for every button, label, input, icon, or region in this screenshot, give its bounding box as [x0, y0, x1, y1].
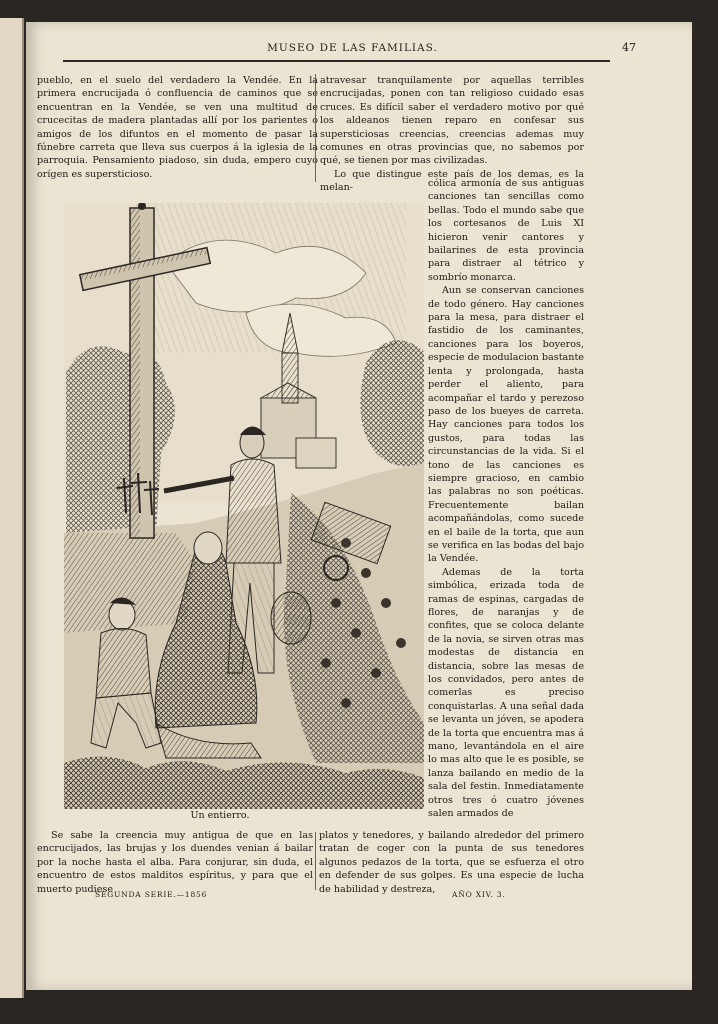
paragraph: Ademas de la torta simbólica, erizada toda de ramas de espinas, cargadas de flores, de naranjas y de confites, que se coloca delante de la novia, se sirven otras mas modestas de distancia en distancia, sobre las mesas de los convidados, pero antes de comerlas es preciso conquistarlas. A una señal dada se levanta un jóven, se apodera de la torta que encuentra mas á mano, levantándola en el aire lo mas alto que le es posible, se lanza bailando en medio de la sala del festin. Inmediatamente otros tres ó cuatro jóvenes salen armados de [428, 566, 584, 820]
left-column-bottom [37, 829, 313, 896]
middle-column-bottom [319, 829, 584, 896]
left-column-top [37, 74, 318, 181]
volume-signature: AÑO XIV. 3. [452, 890, 506, 899]
page-number: 47 [622, 41, 636, 54]
right-column [428, 177, 584, 821]
paragraph: atravesar tranquilamente por aquellas terribles encrucijadas, ponen con tan religioso cuidado esas cruces. Es difícil saber el verdadero motivo por qué los aldeanos tienen reparo en confesar sus supersticiosas creencias, creencias ademas muy comunes en otras provincias que, no sabemos por qué, se tienen por mas civilizadas. [320, 75, 584, 167]
header-rule [63, 60, 610, 62]
figure-caption: Un entierro. [190, 810, 250, 821]
facing-page-edge [0, 18, 24, 998]
journal-title: MUSEO DE LAS FAMILIAS. [267, 42, 438, 54]
series-signature: SEGUNDA SERIE.—1856 [95, 890, 208, 899]
paragraph: cólica armonía de sus antiguas canciones tan sencillas como bellas. Todo el mundo sabe que los cortesanos de Luis XI hicieron venir cantores y bailarines de esta provincia para distraer al tétrico y sombrío monarca. [428, 178, 584, 283]
column-divider [315, 74, 316, 182]
paragraph: Aun se conservan canciones de todo género. Hay canciones para la mesa, para distraer el fastidio de los caminantes, canciones para los boyeros, especie de modulacion bastante lenta y prolongada, hasta perder el aliento, para acompañar el tardo y perezoso paso de los bueyes de carreta. Hay canciones para todos los gustos, para todas las circunstancias de la vida. Si el tono de las canciones es siempre gracioso, en cambio las palabras no son poéticas. Frecuentemente bailan acompañándolas, como sucede en el baile de la torta, que aun se verifica en las bodas del bajo la Vendée. [428, 285, 584, 565]
engraving-illustration [46, 203, 424, 809]
paragraph: platos y tenedores, y bailando alrededor del primero tratan de coger con la punta de sus tenedores algunos pedazos de la torta, que se esfuerza el otro en defender de sus golpes. Es una especie de lucha de habilidad y destreza, [319, 830, 584, 895]
column-divider [315, 832, 316, 890]
paragraph: Lo que distingue este país de los demas, es la melan- [320, 168, 584, 194]
paragraph: pueblo, en el suelo del verdadero la Vendée. En la primera encrucijada ó confluencia de caminos que se encuentran en la Vendée, se ven una multitud de crucecitas de madera plantadas allí por los parientes ó amigos de los difuntos en el momento de pasar la fúnebre carreta que lleva sus cuerpos á la iglesia de la parroquia. Pensamiento piadoso, sin duda, empero cuyo orígen es supersticioso. [37, 75, 318, 180]
paragraph: Se sabe la creencia muy antigua de que en las encrucijados, las brujas y los duendes venian á bailar por la noche hasta el alba. Para conjurar, sin duda, el encuentro de estos malditos espíritus, y para que el muerto pudiese [37, 830, 313, 895]
running-header [65, 40, 640, 62]
